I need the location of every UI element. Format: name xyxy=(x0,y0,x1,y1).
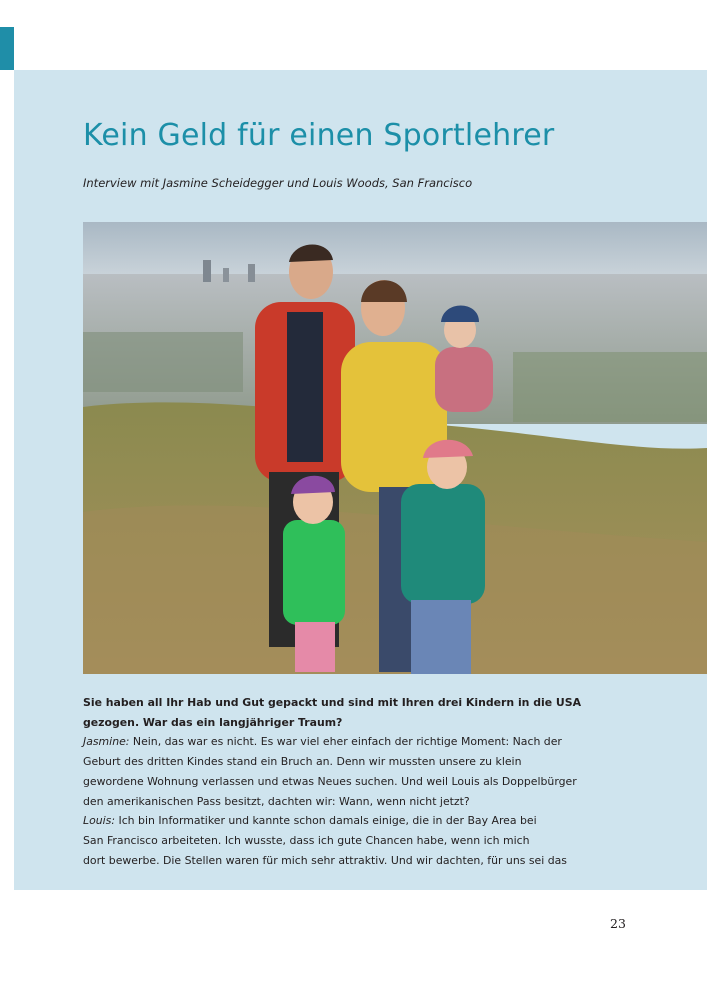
answer-line: dort bewerbe. Die Stellen waren für mich sehr attraktiv. Und wir dachten, für uns sei das xyxy=(83,853,567,867)
answer-line: San Francisco arbeiteten. Ich wusste, dass ich gute Chancen habe, wenn ich mich xyxy=(83,833,530,847)
question-line: Sie haben all Ihr Hab und Gut gepackt und sind mit Ihren drei Kindern in die USA xyxy=(83,696,582,709)
answer-line xyxy=(83,732,603,752)
page-number: 23 xyxy=(610,916,626,931)
photo-sky xyxy=(83,222,707,282)
article-subtitle: Interview mit Jasmine Scheidegger und Louis Woods, San Francisco xyxy=(83,176,473,190)
family-photo xyxy=(83,222,707,674)
article-panel xyxy=(14,70,707,890)
article-title: Kein Geld für einen Sportlehrer xyxy=(83,118,555,153)
answer-text: Ich bin Informatiker und kannte schon damals einige, die in der Bay Area bei xyxy=(115,814,537,828)
interview-text xyxy=(83,693,603,870)
answer-text: Nein, das war es nicht. Es war viel eher einfach der richtige Moment: Nach der xyxy=(129,735,562,749)
question-line: gezogen. War das ein langjähriger Traum? xyxy=(83,715,343,729)
answer-line: den amerikanischen Pass besitzt, dachten wir: Wann, wenn nicht jetzt? xyxy=(83,794,470,808)
answer-line: gewordene Wohnung verlassen und etwas Neues suchen. Und weil Louis als Doppelbürger xyxy=(83,774,577,788)
speaker-label: Louis: xyxy=(83,814,116,828)
speaker-label: Jasmine: xyxy=(83,735,130,749)
answer-line xyxy=(83,811,603,831)
section-tab-marker xyxy=(0,27,14,70)
answer-line: Geburt des dritten Kindes stand ein Bruch an. Denn wir mussten unsere zu klein xyxy=(83,755,522,769)
